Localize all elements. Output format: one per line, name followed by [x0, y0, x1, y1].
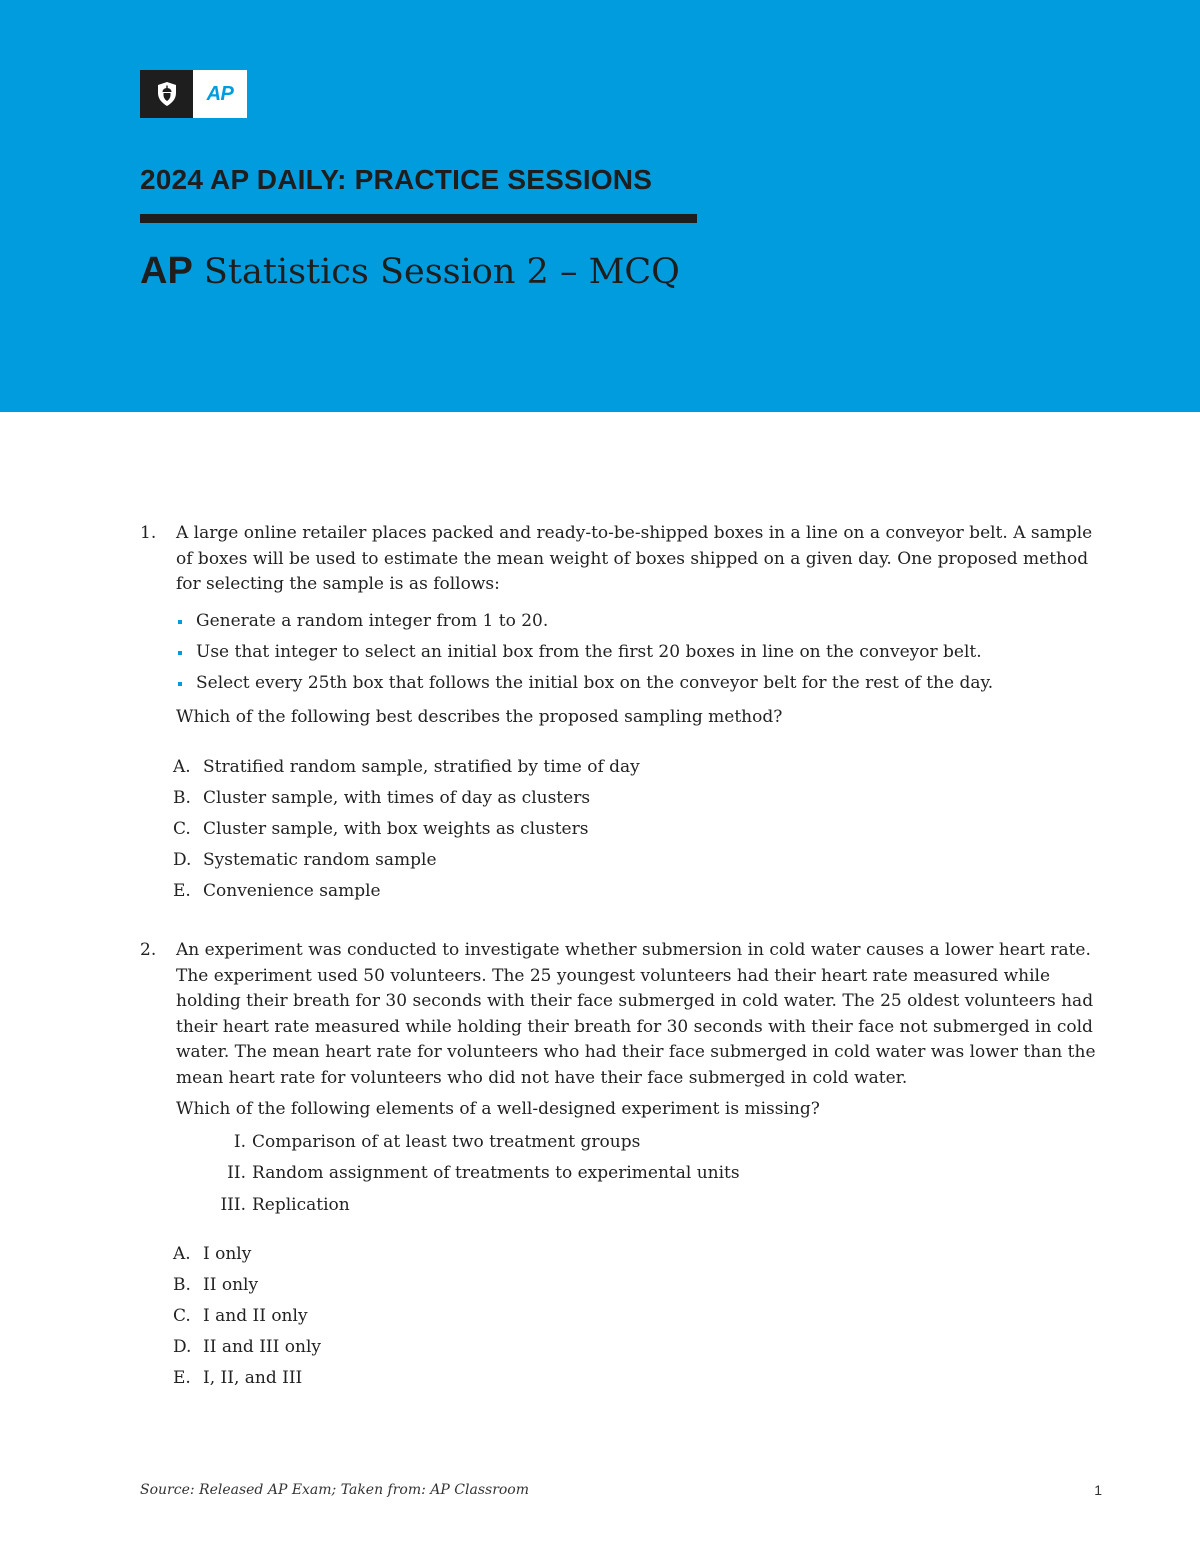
choice-text: I, II, and III [203, 1368, 303, 1388]
answer-choice [173, 1239, 1100, 1270]
list-item [176, 606, 1100, 637]
choice-text: Cluster sample, with box weights as clusters [203, 819, 589, 839]
list-item [176, 637, 1100, 668]
choice-letter: E. [173, 881, 191, 901]
answer-choice [173, 752, 1100, 783]
list-item-text: Use that integer to select an initial box from the first 20 boxes in line on the conveyor belt. [196, 641, 982, 662]
choice-text: II only [203, 1275, 259, 1295]
choice-text: Systematic random sample [203, 850, 437, 870]
choice-text: Cluster sample, with times of day as clusters [203, 788, 591, 808]
question-prompt: Which of the following elements of a well-designed experiment is missing? [176, 1099, 820, 1119]
session-title [140, 250, 680, 293]
choice-letter: A. [173, 1244, 191, 1264]
choice-letter: D. [173, 1337, 192, 1357]
ap-logo [140, 70, 247, 118]
session-title-prefix: AP [140, 250, 193, 292]
bullet-icon [178, 620, 182, 624]
question-number: 2. [140, 940, 157, 960]
title-divider [140, 214, 697, 223]
bullet-icon [178, 682, 182, 686]
answer-choice [173, 1332, 1100, 1363]
answer-choices [173, 1239, 1100, 1394]
choice-text: Convenience sample [203, 881, 381, 901]
acorn-shield-icon [140, 70, 193, 118]
choice-letter: B. [173, 1275, 191, 1295]
procedure-list [176, 606, 1100, 699]
question-body [173, 521, 1100, 907]
ap-logo-text: AP [193, 70, 247, 118]
roman-numeral: I. [233, 1131, 246, 1152]
choice-text: I only [203, 1244, 252, 1264]
choice-letter: A. [173, 757, 191, 777]
question-prompt: Which of the following best describes the proposed sampling method? [176, 706, 783, 727]
choice-letter: D. [173, 850, 192, 870]
footer-source: Source: Released AP Exam; Taken from: AP Classroom [140, 1482, 530, 1498]
list-item [176, 1190, 1100, 1222]
answer-choice [173, 1270, 1100, 1301]
answer-choice [173, 814, 1100, 845]
list-item-text: Generate a random integer from 1 to 20. [196, 610, 549, 631]
choice-text: Stratified random sample, stratified by time of day [203, 757, 640, 777]
question-1 [140, 521, 1100, 907]
list-item-text: Random assignment of treatments to experimental units [252, 1163, 740, 1183]
header-banner [0, 0, 1200, 412]
list-item-text: Comparison of at least two treatment groups [252, 1131, 641, 1152]
question-stem: A large online retailer places packed and ready-to-be-shipped boxes in a line on a conveyor belt. A sample of boxes will be used to estimate the mean weight of boxes shipped on a given day. One proposed method for selecting the sample is as follows: [176, 523, 1093, 594]
question-body [173, 938, 1100, 1394]
page-number: 1 [1094, 1482, 1102, 1498]
list-item-text: Select every 25th box that follows the initial box on the conveyor belt for the rest of the day. [196, 672, 994, 693]
question-stem: An experiment was conducted to investigate whether submersion in cold water causes a lower heart rate. The experiment used 50 volunteers. The 25 youngest volunteers had their heart rate measured while holding their breath for 30 seconds with their face submerged in cold water. The 25 oldest volunteers had their heart rate measured while holding their breath for 30 seconds with their face not submerged in cold water. The mean heart rate for volunteers who had their face submerged in cold water was lower than the mean heart rate for volunteers who did not have their face submerged in cold water. [176, 940, 1096, 1088]
series-title: 2024 AP DAILY: PRACTICE SESSIONS [140, 164, 653, 195]
list-item [176, 1158, 1100, 1190]
list-item [176, 668, 1100, 699]
list-item [176, 1127, 1100, 1159]
answer-choice [173, 845, 1100, 876]
answer-choices [173, 752, 1100, 907]
roman-numeral-list [176, 1127, 1100, 1222]
choice-letter: C. [173, 1306, 191, 1326]
answer-choice [173, 876, 1100, 907]
bullet-icon [178, 651, 182, 655]
list-item-text: Replication [252, 1194, 350, 1215]
answer-choice [173, 1301, 1100, 1332]
choice-letter: E. [173, 1368, 191, 1388]
choice-letter: B. [173, 788, 191, 808]
session-title-rest: Statistics Session 2 – MCQ [192, 252, 680, 292]
choice-letter: C. [173, 819, 191, 839]
answer-choice [173, 1363, 1100, 1394]
roman-numeral: II. [227, 1163, 246, 1183]
answer-choice [173, 783, 1100, 814]
question-number: 1. [140, 523, 157, 543]
roman-numeral: III. [220, 1194, 246, 1215]
choice-text: I and II only [203, 1306, 308, 1326]
question-2 [140, 938, 1100, 1394]
choice-text: II and III only [203, 1337, 321, 1357]
